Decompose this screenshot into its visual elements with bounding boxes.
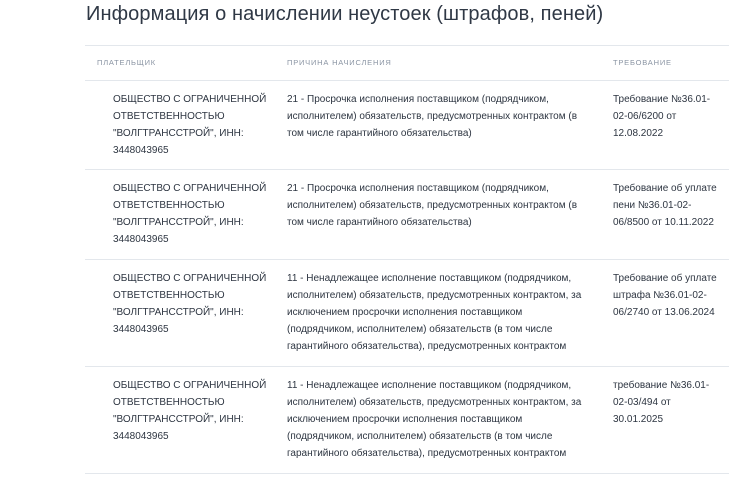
demand-cell: Требование об уплате штрафа №36.01-02-06/2740 от 13.06.2024 [613,273,717,318]
column-header-payer: ПЛАТЕЛЬЩИК [97,58,156,67]
table-row [85,81,729,170]
reason-cell: 21 - Просрочка исполнения поставщиком (подрядчиком, исполнителем) обязательств, предусмотренных контрактом (в том числе гарантийного обязательства) [287,94,578,139]
payer-cell: ОБЩЕСТВО С ОГРАНИЧЕННОЙ ОТВЕТСТВЕННОСТЬЮ "ВОЛГТРАНССТРОЙ", ИНН: 3448043965 [113,273,267,335]
reason-cell: 21 - Просрочка исполнения поставщиком (подрядчиком, исполнителем) обязательств, предусмотренных контрактом (в том числе гарантийного обязательства) [287,183,578,228]
demand-cell: Требование №36.01-02-06/6200 от 12.08.2022 [613,94,711,139]
payer-cell: ОБЩЕСТВО С ОГРАНИЧЕННОЙ ОТВЕТСТВЕННОСТЬЮ "ВОЛГТРАНССТРОЙ", ИНН: 3448043965 [113,183,267,245]
reason-cell: 11 - Ненадлежащее исполнение поставщиком (подрядчиком, исполнителем) обязательств, предусмотренных контрактом, за исключением просрочки исполнения поставщиком (подрядчиком, исполнителем) обязательств (в том числе гарантийного обязательства), предусмотренных контрактом [287,273,582,352]
page-title: Информация о начислении неустоек (штрафов, пеней) [86,3,604,25]
reason-cell: 11 - Ненадлежащее исполнение поставщиком (подрядчиком, исполнителем) обязательств, предусмотренных контрактом, за исключением просрочки исполнения поставщиком (подрядчиком, исполнителем) обязательств (в том числе гарантийного обязательства), предусмотренных контрактом [287,380,582,459]
demand-cell: Требование об уплате пени №36.01-02-06/8500 от 10.11.2022 [613,183,717,228]
table-row [85,260,729,367]
column-header-reason: ПРИЧИНА НАЧИСЛЕНИЯ [287,58,392,67]
table-header [85,45,729,81]
payer-cell: ОБЩЕСТВО С ОГРАНИЧЕННОЙ ОТВЕТСТВЕННОСТЬЮ "ВОЛГТРАНССТРОЙ", ИНН: 3448043965 [113,380,267,442]
table-row [85,367,729,474]
penalties-table [85,45,729,474]
payer-cell: ОБЩЕСТВО С ОГРАНИЧЕННОЙ ОТВЕТСТВЕННОСТЬЮ "ВОЛГТРАНССТРОЙ", ИНН: 3448043965 [113,94,267,156]
demand-cell: требование №36.01-02-03/494 от 30.01.2025 [613,380,710,425]
column-header-demand: ТРЕБОВАНИЕ [613,58,672,67]
table-row [85,170,729,260]
